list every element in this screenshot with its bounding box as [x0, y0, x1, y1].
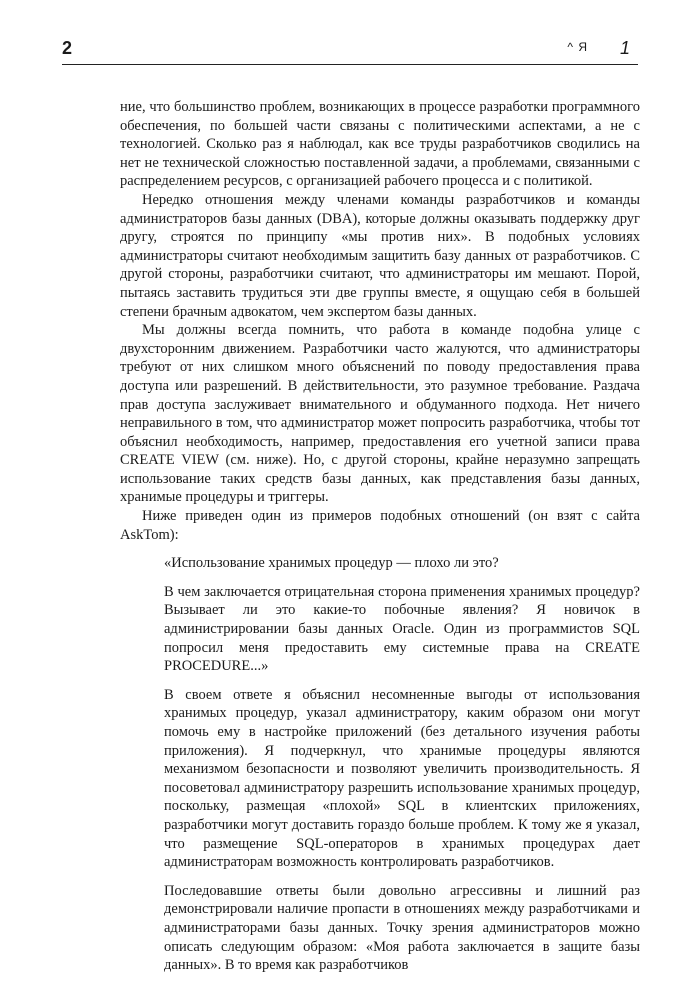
quote-title: «Использование хранимых процедур — плохо ли это?	[164, 555, 499, 572]
paragraph-2: Нередко отношения между членами команды разработчиков и команды администраторов базы данных (DBA), которые должны оказывать поддержку друг другу, строятся по принципу «мы против них». В подобных условиях администраторы считают необходимым защитить базу данных от разработчиков. С другой стороны, разработчики считают, что администраторы им мешают. Порой, пытаясь заставить трудиться эти две группы вместе, я ощущаю себя в большей степени брачным адвокатом, чем экспертом базы данных.	[120, 191, 640, 320]
page-number: 2	[62, 38, 73, 58]
quote-question: В чем заключается отрицательная сторона применения хранимых процедур? Вызывает ли это какие-то побочные явления? Я новичок в администрировании базы данных Oracle. Один из программистов SQL попросил меня предоставить ему системные права на CREATE PROCEDURE...»	[164, 583, 640, 675]
asktom-quote	[164, 554, 640, 974]
page-header	[62, 38, 636, 62]
quote-answer: В своем ответе я объяснил несомненные выгоды от использования хранимых процедур, указал администратору, каким образом они могут помочь ему в настройке приложений (без детального изучения работы приложения). Я подчеркнул, что хранимые процедуры являются механизмом безопасности и позволяют увеличить производительность. Я посоветовал администратору разрешить использование хранимых процедур, поскольку, размещая «плохой» SQL в клиентских приложениях, разработчики могут доставить гораздо больше проблем. К тому же я указал, что размещение SQL-операторов в хранимых процедурах дает администраторам возможность контролировать разработчиков.	[164, 686, 640, 871]
paragraph-1: ние, что большинство проблем, возникающих в процессе разработки программного обеспечения, по большей части связаны с политическими аспектами, а не с технологией. Сколько раз я наблюдал, как все труды разработчиков сводились на нет не технической сложностью поставленной задачи, а проблемами, связанными с распределением ресурсов, с организацией рабочего процесса и с политикой.	[120, 99, 640, 190]
chapter-mark: ^ Я	[567, 40, 588, 54]
body-text	[120, 98, 640, 985]
chapter-number: 1	[619, 38, 630, 58]
paragraph-4: Ниже приведен один из примеров подобных отношений (он взят с сайта AskTom):	[120, 508, 640, 543]
header-rule	[62, 64, 638, 65]
quote-followup: Последовавшие ответы были довольно агрессивны и лишний раз демонстрировали наличие пропасти в отношениях между разработчиками и администраторами базы данных. Точку зрения администраторов можно описать следующим образом: «Моя работа заключается в защите базы данных». В то время как разработчиков	[164, 882, 640, 974]
paragraph-3: Мы должны всегда помнить, что работа в команде подобна улице с двухсторонним движением. Разработчики часто жалуются, что администраторы требуют от них слишком много объяснений по поводу предоставления права доступа или разрешений. В действительности, это разумное требование. Раздача прав доступа заслуживает внимательного и обдуманного подхода. Нет ничего неправильного в том, что администратор может попросить разработчика, чтобы тот объяснил необходимость, например, предоставления его учетной записи права CREATE VIEW (см. ниже). Но, с другой стороны, крайне неразумно запрещать использование таких средств базы данных, как представления базы данных, хранимые процедуры и триггеры.	[120, 322, 640, 506]
